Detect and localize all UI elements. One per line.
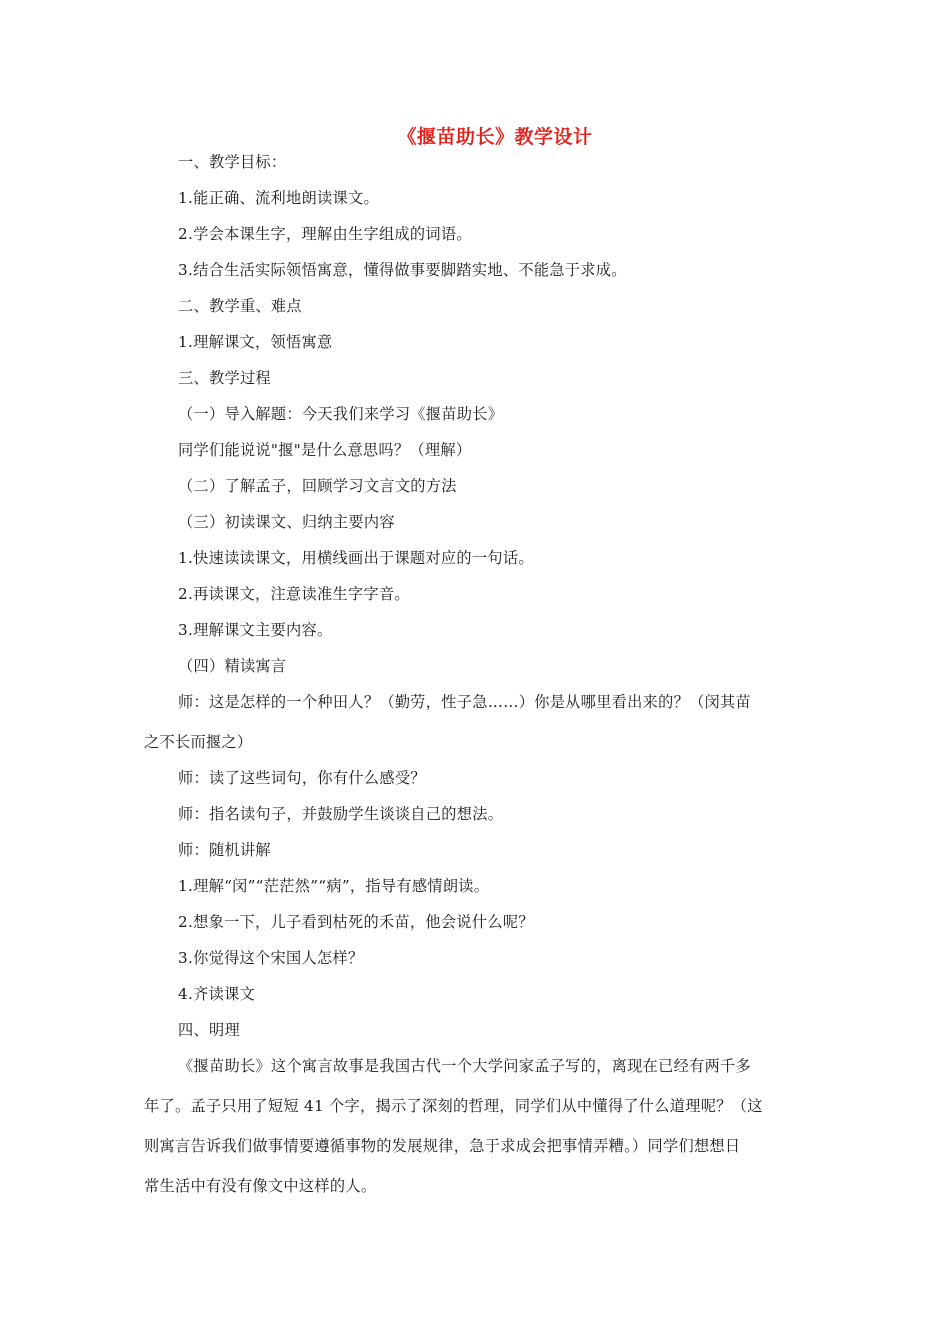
section-heading-key-points: 二、教学重、难点 [178, 297, 302, 315]
moral-paragraph-line: 常生活中有没有像文中这样的人。 [144, 1177, 377, 1195]
process-step: （二）了解孟子，回顾学习文言文的方法 [178, 477, 457, 495]
process-text: 之不长而揠之） [144, 733, 253, 751]
document-title: 《揠苗助长》教学设计 [397, 126, 593, 148]
key-point-item: 1.理解课文，领悟寓意 [178, 333, 333, 351]
moral-paragraph-line: 《揠苗助长》这个寓言故事是我国古代一个大学问家孟子写的，离现在已经有两千多 [178, 1057, 752, 1075]
process-text: 师：指名读句子，并鼓励学生谈谈自己的想法。 [178, 805, 504, 823]
process-step: （一）导入解题：今天我们来学习《揠苗助长》 [178, 405, 504, 423]
process-text: 师：读了这些词句，你有什么感受？ [178, 769, 426, 787]
objective-item: 2.学会本课生字，理解由生字组成的词语。 [178, 225, 472, 243]
process-step: （三）初读课文、归纳主要内容 [178, 513, 395, 531]
process-text: 1.理解“闵”“茫茫然”“病”，指导有感情朗读。 [178, 877, 490, 895]
process-text: 3.理解课文主要内容。 [178, 621, 333, 639]
process-text: 2.想象一下，儿子看到枯死的禾苗，他会说什么呢？ [178, 913, 534, 931]
process-text: 4.齐读课文 [178, 985, 256, 1003]
moral-paragraph-line: 年了。孟子只用了短短 41 个字，揭示了深刻的哲理，同学们从中懂得了什么道理呢？（这 [144, 1097, 763, 1115]
section-heading-moral: 四、明理 [178, 1021, 240, 1039]
process-text: 师：这是怎样的一个种田人？（勤劳，性子急……）你是从哪里看出来的？（闵其苗 [178, 693, 752, 711]
process-text: 师：随机讲解 [178, 841, 271, 859]
section-heading-objectives: 一、教学目标： [178, 153, 287, 171]
process-text: 1.快速读读课文，用横线画出于课题对应的一句话。 [178, 549, 534, 567]
objective-item: 1.能正确、流利地朗读课文。 [178, 189, 379, 207]
section-heading-process: 三、教学过程 [178, 369, 271, 387]
moral-paragraph-line: 则寓言告诉我们做事情要遵循事物的发展规律，急于求成会把事情弄糟。）同学们想想日 [144, 1137, 741, 1155]
process-text: 2.再读课文，注意读准生字字音。 [178, 585, 410, 603]
objective-item: 3.结合生活实际领悟寓意，懂得做事要脚踏实地、不能急于求成。 [178, 261, 627, 279]
process-step: （四）精读寓言 [178, 657, 287, 675]
process-text: 同学们能说说"揠"是什么意思吗？（理解） [178, 441, 472, 459]
process-text: 3.你觉得这个宋国人怎样？ [178, 949, 364, 967]
